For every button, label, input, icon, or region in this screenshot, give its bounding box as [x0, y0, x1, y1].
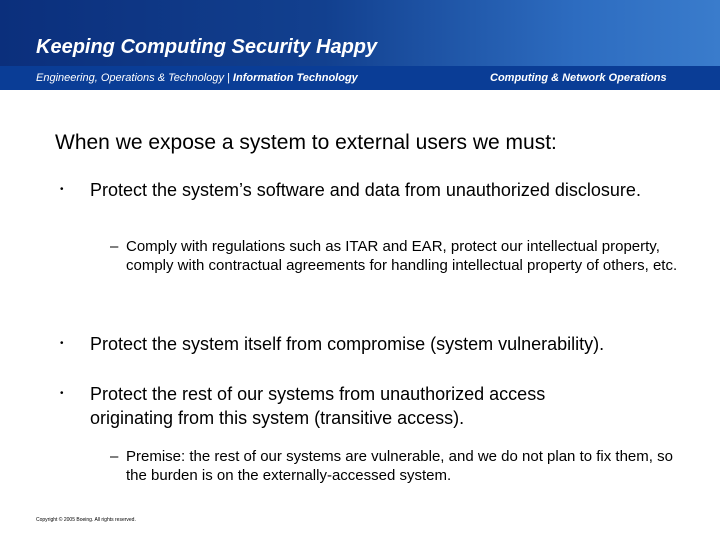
- slide-heading: When we expose a system to external users we must:: [55, 131, 557, 154]
- bullet-item: Protect the system itself from compromise (system vulnerability).: [90, 334, 605, 354]
- bullet-item: Protect the rest of our systems from unauthorized access originating from this system (transitive access).: [90, 384, 546, 428]
- bullet-item: Protect the system’s software and data from unauthorized disclosure.: [90, 180, 641, 200]
- department-name: Computing & Network Operations: [490, 72, 667, 84]
- copyright-notice: Copyright © 2005 Boeing. All rights reserved.: [36, 517, 136, 523]
- bullet-marker: •: [60, 184, 64, 195]
- organization-unit: Information Technology: [232, 72, 358, 84]
- organization-path: [36, 71, 358, 85]
- title-banner: [0, 0, 720, 66]
- organization-bar: [0, 66, 720, 90]
- organization-prefix: Engineering, Operations & Technology |: [36, 72, 233, 84]
- bullet-marker: •: [60, 338, 64, 349]
- sub-bullet-item: Comply with regulations such as ITAR and EAR, protect our intellectual property, comply with contractual agreements for handling intellectual property of others, etc.: [126, 238, 678, 274]
- sub-bullet-item: Premise: the rest of our systems are vulnerable, and we do not plan to fix them, so the burden is on the externally-accessed system.: [126, 448, 673, 484]
- sub-bullet-marker: –: [110, 238, 119, 255]
- bullet-marker: •: [60, 388, 64, 399]
- slide-title: Keeping Computing Security Happy: [36, 36, 378, 58]
- sub-bullet-marker: –: [110, 448, 119, 465]
